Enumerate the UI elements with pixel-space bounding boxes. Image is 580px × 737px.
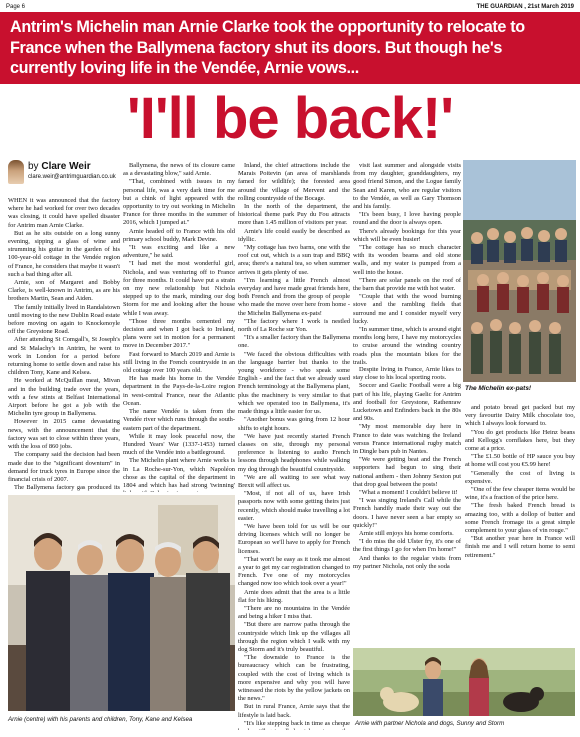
headline (0, 86, 580, 152)
photo-michelin-expats (463, 160, 576, 382)
article-paragraph: In the north of the department, the historical theme park Puy du Fou attracts more than 1.45 million of visitors per year. (238, 203, 350, 227)
article-paragraph: "I was singing Ireland's Call while the French handily made their way out the doors. I have never seen a bar empty so quickly!" (353, 497, 461, 529)
article-column-6 (465, 404, 575, 644)
article-paragraph: "That, combined with issues in my personal life, was a very dark time for me but a chink of light appeared with the opportunity to try out working in Michelin France for three months in the summer of 2016, which I jumped at." (123, 178, 235, 227)
article-paragraph: "The cottage has so much character with its wooden beams and old stone walls, and my water is pumped from a well into the house. (353, 244, 461, 276)
article-paragraph: visit last summer and alongside visits from my daughter, granddaughters, my good friend Simon, and the Logue family Sean and Karen, who are regular visitors to the Vendée, as well as Gary Thomson and his family. (353, 162, 461, 211)
article-paragraph: "Most, if not all of us, have Irish passports now with some getting theirs just recently, which should make travelling a lot easier. (238, 490, 350, 522)
article-paragraph: and potato bread get packed but my very favourite Dairy Milk chocolate too, which I always look forward to. (465, 404, 575, 428)
article-paragraph: "Couple that with the wood burning stove and the rambling fields that surround me and I consider myself very lucky. (353, 293, 461, 325)
article-column-1 (8, 197, 120, 492)
article-paragraph: "The downside to France is the bureaucracy which can be frustrating, coupled with the cost of living which is more expensive and why you will have witnessed the riots by the yellow jackets on the news." (238, 654, 350, 703)
article-paragraph: "It's like stepping back in time as cheque (244, 719, 350, 727)
article-paragraph: Ballymena, the news of its closure came as a devastating blow," said Arnie. (123, 162, 235, 178)
article-paragraph: "We faced the obvious difficulties with the language barrier but thanks to the young workforce - who speak some English - and the fact that we already used French terminology at the Ballymena plant, plus the machinery is very similar to that which we operated too in Ballymena, it's made things a little easier for us. (238, 350, 350, 416)
article-paragraph: "One of the few cheaper items would be wine, it's a fraction of the price here. (465, 486, 575, 502)
page-header (6, 2, 574, 11)
article-paragraph: "There are solar panels on the roof of the barn that provide me with hot water. (353, 276, 461, 293)
article-paragraph: "There are no mountains in the Vendée and being a hiker I miss that. (238, 604, 350, 621)
article-paragraph: "But another year here in France will finish me and I will return home to semi retirement." (465, 535, 575, 559)
article-paragraph: WHEN it was announced that the factory where he had worked for over two decades was closing, it could have spelled disaster for Antrim man Arnie Clarke. (8, 197, 120, 229)
article-paragraph: "You do get products like Heinz beans and Kellogg's cornflakes here, but they come at a price. (465, 428, 575, 453)
photo-arnie-partner-dogs (353, 648, 575, 716)
article-paragraph: "It was exciting and like a new adventure," he said. (123, 244, 235, 260)
photo-arnie-family (8, 495, 235, 711)
photo-expats-image (463, 160, 576, 382)
article-paragraph: "That won't be easy as it took me almost a year to get my car registration changed to French. I've one of my motorcycles changed now too which took over a year!" (238, 555, 350, 588)
article-paragraph: "I had met the most wonderful girl, Nichola, and was venturing off to France for three months. It could have put a strain on my new relationship but Nichola stepped up to the mark, minding our dog Storm for me and looking after the house while I was away. (123, 260, 235, 317)
author-email[interactable]: clare.weir@antrimguardian.co.uk (28, 174, 116, 180)
article-column-4 (353, 162, 461, 364)
article-paragraph: The name Vendée is taken from the Vendée river which runs through the south-eastern part of the department. (123, 408, 235, 432)
article-paragraph: However in 2015 came devastating news, with the announcement that the factory was set to close within three years, with the loss of 860 jobs. (8, 418, 120, 451)
article-column-3 (238, 162, 350, 730)
caption-arnie-partner-dogs: Arnie with partner Nichola and dogs, Sunny and Storm (355, 720, 505, 727)
article-paragraph: Fast forward to March 2019 and Arnie is still living in the French countryside in an old cottage over 100 years old. (123, 350, 235, 375)
article-paragraph: Inland, the chief attractions include the Marais Poitevin (an area of marshlands famed for wildlife); the forested area around the village of Mervent and the rolling countryside of the Bocage. (238, 162, 350, 202)
article-paragraph: Soccer and Gaelic Football were a big part of his life, playing Gaelic for Antrim and football for Greystone, Rathenraw Lucketown and Enfinders back in the 80s and 90s. (353, 382, 461, 423)
article-paragraph: "The factory where I work is nestled north of La Roche sur Yon. (238, 317, 350, 334)
article-paragraph: "My most memorable day here in France to date was watching the Ireland versus France international rugby match in Dingle bars pub in Nantes. (353, 423, 461, 456)
article-paragraph: "We have been told for us will be our driving licenses which will no longer be European so we'll have to apply for French licenses. (238, 522, 350, 555)
author-name: Clare Weir (41, 161, 91, 172)
page-number: Page 6 (6, 3, 26, 10)
article-paragraph: "I'm learning a little French almost everyday and have made great friends here, both French and from the group of people who made the move over here from home - the Michelin Ballymena ex-pats! (238, 276, 350, 317)
article-paragraph: "But there are narrow paths through the countryside which link up the villages all through the region which I walk with my dog Storm and it's truly beautiful. (238, 621, 350, 653)
photo-family-image (8, 495, 235, 711)
article-paragraph: "Those three months cemented my decision and when I got back to Ireland, plans were set in motion for a permanent move in December 2017." (123, 317, 235, 350)
article-paragraph: But in rural France, Arnie says that the lifestyle is laid back. (238, 703, 350, 719)
article-paragraph: While it may look peaceful now, the Hundred Years' War (1337-1453) turned much of the Vendée into a battleground. (123, 432, 235, 457)
photo-partner-dogs-image (353, 648, 575, 716)
article-paragraph: After attending St Comgall's, St Joseph's and St Malachy's in Antrim, he went to work in London for a period before returning home to settle down and raise his children Tony, Kane and Kelsea. (8, 336, 120, 377)
article-paragraph: "We were getting beat and the French supporters had begun to sing their national anthem - then Johnny Sexton put that drop goal between the posts! (353, 456, 461, 488)
article-paragraph: Arnie does admit that the area is a little flat for his liking. (238, 588, 350, 604)
byline (8, 160, 123, 194)
article-paragraph: He has made his home in the Vendée department in the Pays-de-la-Loire region in west-central France, near the Atlantic Ocean. (123, 375, 235, 407)
article-paragraph: "The £1.50 bottle of HP sauce you buy at home will cost you €5.99 here! (465, 453, 575, 469)
caption-michelin-expats: The Michelin ex-pats! (465, 385, 532, 392)
article-paragraph: "My cottage has two barns, one with the roof cut out, which is a sun trap and BBQ area; there's a natural tea, so when summer arrives it gets plenty of use. (238, 244, 350, 276)
article-paragraph: Arnie still enjoys his home comforts. (359, 530, 454, 538)
article-paragraph: Arnie headed off to France with his old primary school buddy, Mark Devine. (123, 227, 235, 243)
article-paragraph: Arnie, son of Margaret and Bobby Clarke, is well-known in Antrim, as are his brothers Martin, Sean and Aiden. (8, 279, 120, 303)
byline-name (28, 161, 91, 172)
article-paragraph: There's already bookings for this year which will be even busier! (353, 227, 461, 243)
publication-dateline: THE GUARDIAN , 21st March 2019 (476, 3, 574, 10)
article-paragraph: "In summer time, which is around eight months long here, I have my motorcycles to cruise around the winding country roads plus the mountain bikes for the trails. (353, 326, 461, 364)
article-paragraph: But as he sits outside on a long sunny evening, sipping a glass of wine and strumming his guitar in the garden of his 100-year-old cottage in the Vendée region of France, he considers that maybe it wasn't such a bad thing after all. (8, 229, 120, 278)
article-paragraph: "We are all waiting to see what way Brexit will affect us. (238, 473, 350, 489)
article-paragraph: "Generally the cost of living is expensive. (465, 469, 575, 485)
article-paragraph: "It's a smaller factory than the Ballymena one. (238, 334, 350, 350)
article-column-5 (353, 366, 461, 644)
article-paragraph: "Another bonus was going from 12 hour shifts to eight hours. (238, 416, 350, 432)
article-paragraph: And thanks to the regular visits from my partner Nichola, not only the soda (353, 554, 461, 570)
article-paragraph: "What a moment! I couldn't believe it! (359, 489, 458, 497)
article-paragraph: Despite living in France, Arnie likes to stay close to his local sporting roots. (353, 366, 461, 382)
article-paragraph: "We have just recently started French classes on site, through my personal preference is listening to audio French lessons through headphones while walking my dog through the beautiful countryside. (238, 432, 350, 473)
article-paragraph: Arnie's life could easily be described as idyllic. (238, 227, 350, 243)
caption-arnie-family: Arnie (centre) with his parents and children, Tony, Kane and Kelsea (8, 716, 193, 723)
headline-text: 'I'll be back!' (126, 86, 454, 151)
article-paragraph: The Ballymena factory gas produced its (14, 484, 120, 492)
article-paragraph: The family initially lived in Randalstown until moving to the new Dublin Road estate before moving on again to Knockenoyle off the Greystone Road. (8, 303, 120, 336)
standfirst-banner (0, 12, 580, 84)
article-paragraph: "It's been busy, I love having people round and the door is always open. (353, 211, 461, 227)
byline-prefix: by (28, 161, 39, 172)
article-paragraph: "I do miss the old Ulster fry, it's one of the first things I go for when I'm home!" (353, 538, 461, 554)
article-column-2 (123, 162, 235, 492)
article-paragraph: "The fresh baked French bread is amazing too, with a dollop of butter and some French fromage its a great simple complement to your glass of vin rouge." (465, 502, 575, 535)
standfirst-text: Antrim's Michelin man Arnie Clarke took the opportunity to relocate to France when the Ballymena factory shut its doors. But though he's currently loving life in the Vendée, Arnie vows... (10, 18, 525, 77)
article-paragraph: The Michelin plant where Arnie works is in La Roche-sur-Yon, which Napoléon chose as the capital of the department in 1804 and which has had strong 'twinning' (123, 457, 235, 489)
article-paragraph: The company said the decision had been made due to the "significant downturn" in demand for truck tyres in Europe since the financial crisis of 2007. (8, 451, 120, 483)
author-photo (8, 160, 24, 184)
article-paragraph: He worked at McQuillan meat, Mivan and in the building trade over the years, with a few stints at Belfast International Airport before he got a job with the Michelin tyre group in Ballymena. (8, 377, 120, 418)
